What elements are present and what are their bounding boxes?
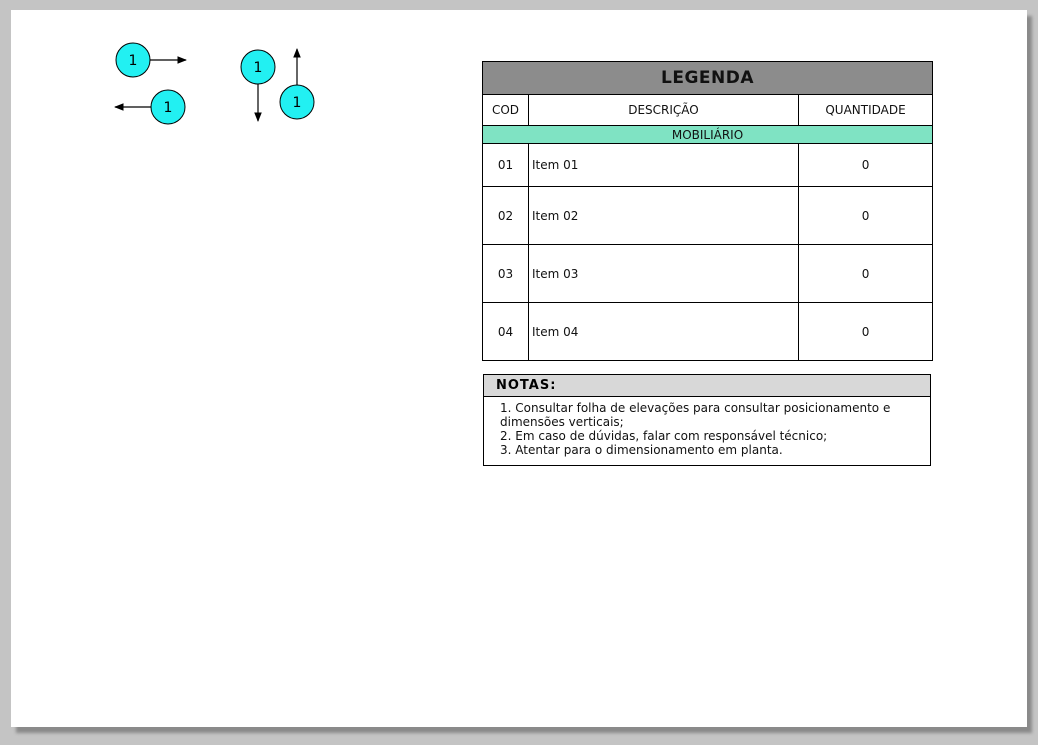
item-code: 02 <box>483 187 529 245</box>
note-line: 3. Atentar para o dimensionamento em planta. <box>500 443 783 457</box>
notes-title: NOTAS: <box>484 375 930 397</box>
note-line: 2. Em caso de dúvidas, falar com responsável técnico; <box>500 429 828 443</box>
elevation-marker-up <box>280 49 314 119</box>
elevation-marker-down <box>241 50 275 121</box>
item-quantity: 0 <box>799 245 933 303</box>
note-line: dimensões verticais; <box>500 415 624 429</box>
item-description: Item 01 <box>529 144 799 187</box>
table-row <box>483 187 933 245</box>
note-line: 1. Consultar folha de elevações para consultar posicionamento e <box>500 401 891 415</box>
elevation-symbols <box>11 10 411 210</box>
item-code: 01 <box>483 144 529 187</box>
table-row <box>483 144 933 187</box>
legend-title: LEGENDA <box>483 62 933 95</box>
item-quantity: 0 <box>799 303 933 361</box>
elevation-marker-label: 1 <box>292 95 302 111</box>
table-row <box>483 303 933 361</box>
item-code: 04 <box>483 303 529 361</box>
legend-table <box>482 61 933 361</box>
elevation-marker-label: 1 <box>253 60 263 76</box>
category-row <box>483 126 933 144</box>
legend-header-row <box>483 95 933 126</box>
category-label: MOBILIÁRIO <box>483 126 933 144</box>
elevation-marker-label: 1 <box>163 100 173 116</box>
notes-body <box>484 397 930 457</box>
item-description: Item 04 <box>529 303 799 361</box>
column-header-description: DESCRIÇÃO <box>529 95 799 126</box>
item-quantity: 0 <box>799 144 933 187</box>
elevation-marker-left <box>115 90 185 124</box>
table-row <box>483 245 933 303</box>
column-header-quantity: QUANTIDADE <box>799 95 933 126</box>
item-description: Item 03 <box>529 245 799 303</box>
drawing-sheet <box>11 10 1027 727</box>
item-description: Item 02 <box>529 187 799 245</box>
elevation-marker-label: 1 <box>128 53 138 69</box>
notes-box <box>483 374 931 466</box>
column-header-code: COD <box>483 95 529 126</box>
item-code: 03 <box>483 245 529 303</box>
elevation-marker-right <box>116 43 186 77</box>
item-quantity: 0 <box>799 187 933 245</box>
